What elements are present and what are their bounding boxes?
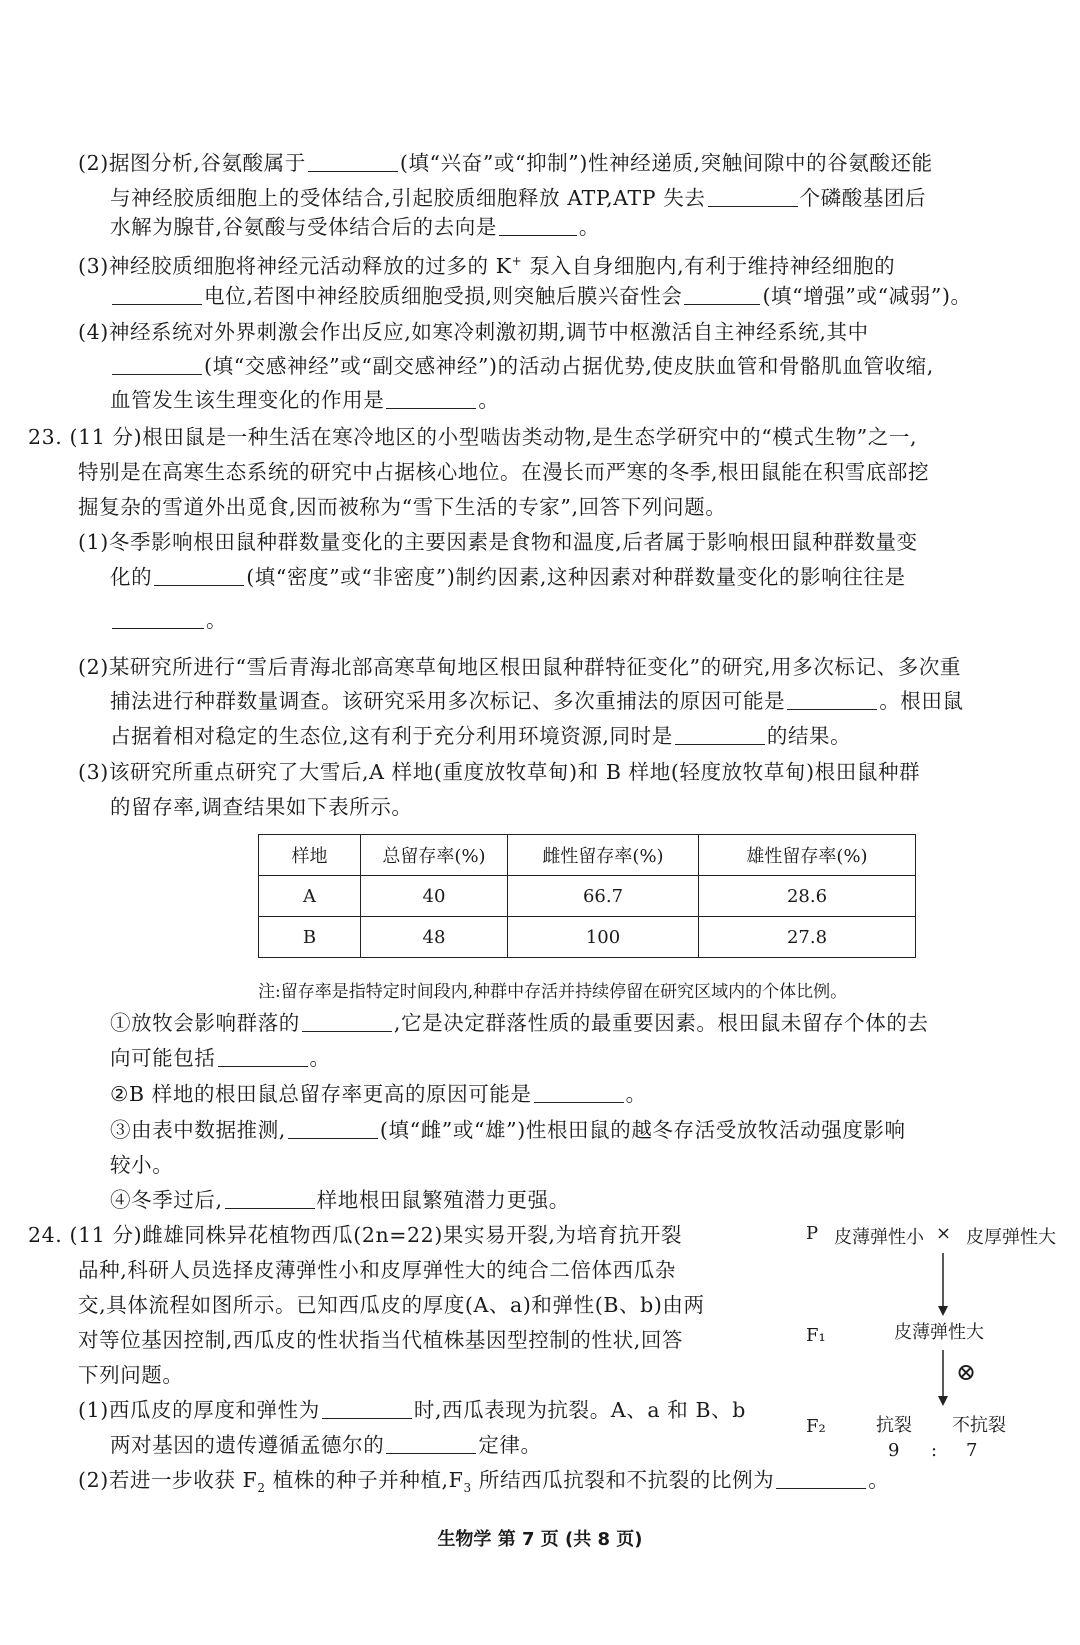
answer-blank[interactable] <box>288 1118 378 1139</box>
q23-p2-line2: 捕法进行种群数量调查。该研究采用多次标记、多次重捕法的原因可能是 。根田鼠 <box>110 689 964 713</box>
answer-blank[interactable] <box>225 1188 315 1209</box>
table-cell: A <box>259 876 361 917</box>
q22-p4-line3: 血管发生该生理变化的作用是 。 <box>110 388 500 412</box>
q23-p1-line2: 化的 (填“密度”或“非密度”)制约因素,这种因素对种群数量变化的影响往往是 <box>110 565 906 589</box>
q22-p3-line2: 电位,若图中神经胶质细胞受损,则突触后膜兴奋性会 (填“增强”或“减弱”)。 <box>110 281 972 311</box>
q23-p2-line1: (2)某研究所进行“雪后青海北部高寒草甸地区根田鼠种群特征变化”的研究,用多次标记、多次重 <box>78 655 962 679</box>
q23-p1-line3: 。 <box>110 605 227 635</box>
answer-blank[interactable] <box>534 1082 624 1103</box>
q23-p2-line3: 占据着相对稳定的生态位,这有利于充分利用环境资源,同时是 的结果。 <box>110 724 852 748</box>
q24-p2: (2)若进一步收获 $F_2$ 植株的种子并种植$,F_3$ 所结西瓜抗裂和不抗裂的比例为 。 <box>78 1468 890 1496</box>
table-header-row <box>259 835 916 876</box>
q22-p2-line2: 与神经胶质细胞上的受体结合,引起胶质细胞释放 ATP,ATP 失去 个磷酸基团后 <box>110 186 927 210</box>
q22-p3-line1: (3)神经胶质细胞将神经元活动释放的过多的 K+ 泵入自身细胞内,有利于维持神经细胞的 <box>78 253 896 278</box>
table-cell: 66.7 <box>508 876 699 917</box>
answer-blank[interactable] <box>218 1046 308 1067</box>
ratio-b: 7 <box>966 1440 978 1461</box>
table-header: 雌性留存率(%) <box>508 835 699 876</box>
p-label: P <box>806 1223 819 1244</box>
answer-blank[interactable] <box>154 565 244 586</box>
q24-p1-line2: 两对基因的遗传遵循孟德尔的 定律。 <box>110 1433 542 1457</box>
table-cell: 28.6 <box>699 876 916 917</box>
cross-diagram <box>806 1218 1076 1488</box>
f2-nonresistant: 不抗裂 <box>952 1415 1006 1436</box>
q23-stem-line3: 掘复杂的雪道外出觅食,因而被称为“雪下生活的专家”,回答下列问题。 <box>78 495 727 519</box>
answer-blank[interactable] <box>787 689 877 710</box>
f2-label: F₂ <box>806 1416 826 1437</box>
ratio-a: 9 <box>888 1440 900 1461</box>
q24-stem-line1: 24. (11 分)雌雄同株异花植物西瓜(2n=22)果实易开裂,为培育抗开裂 <box>28 1223 683 1247</box>
table-row <box>259 917 916 958</box>
answer-blank[interactable] <box>112 284 202 305</box>
cross-symbol: × <box>936 1223 952 1244</box>
q23-s2: ②B 样地的根田鼠总留存率更高的原因可能是 。 <box>110 1082 647 1106</box>
table-row <box>259 876 916 917</box>
self-cross-icon: ⊗ <box>956 1358 977 1386</box>
q22-p2-line3: 水解为腺苷,谷氨酸与受体结合后的去向是 。 <box>110 215 601 239</box>
answer-blank[interactable] <box>684 284 760 305</box>
q23-s3-line1: ③由表中数据推测, (填“雌”或“雄”)性根田鼠的越冬存活受放牧活动强度影响 <box>110 1118 906 1142</box>
answer-blank[interactable] <box>112 354 202 375</box>
q23-p3-line1: (3)该研究所重点研究了大雪后,A 样地(重度放牧草甸)和 B 样地(轻度放牧草甸)根田鼠种群 <box>78 760 921 784</box>
q24-stem-line2: 品种,科研人员选择皮薄弹性小和皮厚弹性大的纯合二倍体西瓜杂 <box>78 1258 676 1282</box>
table-cell: 40 <box>361 876 508 917</box>
f1-phenotype: 皮薄弹性大 <box>894 1322 984 1343</box>
q23-stem-line1: 23. (11 分)根田鼠是一种生活在寒冷地区的小型啮齿类动物,是生态学研究中的“模式生物”之一, <box>28 425 918 449</box>
table-cell: 27.8 <box>699 917 916 958</box>
q23-s1-line2: 向可能包括 。 <box>110 1046 331 1070</box>
q23-p1-line1: (1)冬季影响根田鼠种群数量变化的主要因素是食物和温度,后者属于影响根田鼠种群数量变 <box>78 530 918 554</box>
q23-s1-line1: ①放牧会影响群落的 ,它是决定群落性质的最重要因素。根田鼠未留存个体的去 <box>110 1011 929 1035</box>
answer-blank[interactable] <box>302 1011 392 1032</box>
table-header: 总留存率(%) <box>361 835 508 876</box>
q24-stem-line4: 对等位基因控制,西瓜皮的性状指当代植株基因型控制的性状,回答 <box>78 1328 684 1352</box>
table-note: 注:留存率是指特定时间段内,种群中存活并持续停留在研究区域内的个体比例。 <box>258 982 848 1002</box>
f1-label: F₁ <box>806 1325 826 1346</box>
parent2: 皮厚弹性大 <box>966 1227 1056 1248</box>
q23-p3-line2: 的留存率,调查结果如下表所示。 <box>110 795 413 819</box>
q24-stem-line5: 下列问题。 <box>78 1363 184 1387</box>
table-cell: 48 <box>361 917 508 958</box>
table-cell: B <box>259 917 361 958</box>
page-footer: 生物学 第 7 页 (共 8 页) <box>437 1529 643 1550</box>
retention-table <box>258 834 916 958</box>
table-header: 样地 <box>259 835 361 876</box>
q23-s4: ④冬季过后, 样地根田鼠繁殖潜力更强。 <box>110 1188 570 1212</box>
answer-blank[interactable] <box>112 608 204 629</box>
answer-blank[interactable] <box>386 388 476 409</box>
q22-p2-line1: (2)据图分析,谷氨酸属于 (填“兴奋”或“抑制”)性神经递质,突触间隙中的谷氨酸还能 <box>78 151 933 175</box>
q24-p1-line1: (1)西瓜皮的厚度和弹性为 时,西瓜表现为抗裂。A、a 和 B、b <box>78 1398 747 1422</box>
q24-stem-line3: 交,具体流程如图所示。已知西瓜皮的厚度(A、a)和弹性(B、b)由两 <box>78 1293 705 1317</box>
answer-blank[interactable] <box>322 1398 412 1419</box>
q23-s3-line2: 较小。 <box>110 1153 174 1177</box>
ratio-colon: : <box>931 1440 938 1461</box>
answer-blank[interactable] <box>675 724 765 745</box>
table-header: 雄性留存率(%) <box>699 835 916 876</box>
parent1: 皮薄弹性小 <box>834 1227 924 1248</box>
cross-arrows <box>806 1218 1076 1488</box>
q22-p4-line1: (4)神经系统对外界刺激会作出反应,如寒冷刺激初期,调节中枢激活自主神经系统,其中 <box>78 320 869 344</box>
answer-blank[interactable] <box>386 1433 476 1454</box>
f2-resistant: 抗裂 <box>876 1415 912 1436</box>
answer-blank[interactable] <box>308 151 398 172</box>
q22-p4-line2: (填“交感神经”或“副交感神经”)的活动占据优势,使皮肤血管和骨骼肌血管收缩, <box>110 351 934 381</box>
answer-blank[interactable] <box>708 186 798 207</box>
answer-blank[interactable] <box>499 215 577 236</box>
q23-stem-line2: 特别是在高寒生态系统的研究中占据核心地位。在漫长而严寒的冬季,根田鼠能在积雪底部挖 <box>78 460 930 484</box>
table-cell: 100 <box>508 917 699 958</box>
